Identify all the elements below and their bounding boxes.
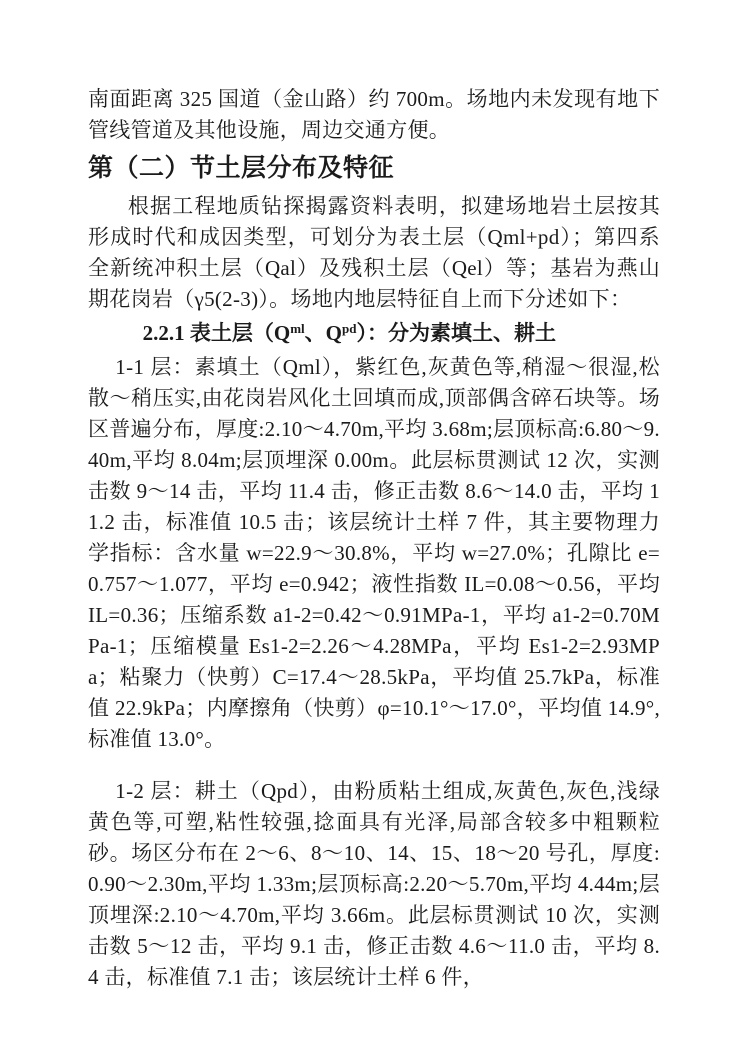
subsection-heading-prefix: 2.2.1 表土层（Q — [142, 321, 291, 345]
subsection-heading-suffix: ）：分为素填土、耕土 — [356, 321, 556, 345]
subsection-heading-superscript-ml: ml — [290, 321, 305, 336]
intro-paragraph: 南面距离 325 国道（金山路）约 700m。场地内未发现有地下管线管道及其他设施，周边交通方便。 — [88, 87, 660, 142]
layer-1-1-paragraph: 1-1 层：素填土（Qml），紫红色,灰黄色等,稍湿～很湿,松散～稍压实,由花岗岩风化土回填而成,顶部偶含碎石块等。场区普遍分布，厚度:2.10～4.70m,平均 3.68m;层顶标高:6.80～9.40m,平均 8.04m;层顶埋深 0.00m。此层标贯测试 12 次，实测击数 9～14 击，平均 11.4 击，修正击数 8.6～14.0 击，平均 11.2 击，标准值 10.5 击；该层统计土样 7 件，其主要物理力学指标：含水量 w=22.9～30.8%，平均 w=27.0%；孔隙比 e=0.757～1.077，平均 e=0.942；液性指数 IL=0.08～0.56，平均 IL=0.36；压缩系数 a1-2=0.42～0.91MPa-1，平均 a1-2=0.70MPa-1；压缩模量 Es1-2=2.26～4.28MPa，平均 Es1-2=2.93MPa；粘聚力（快剪）C=17.4～28.5kPa，平均值 25.7kPa，标准值 22.9kPa；内摩擦角（快剪）φ=10.1°～17.0°，平均值 14.9°,标准值 13.0°。 — [88, 355, 660, 751]
overview-paragraph: 根据工程地质钻探揭露资料表明，拟建场地岩土层按其形成时代和成因类型，可划分为表土层（Qml+pd）；第四系全新统冲积土层（Qal）及残积土层（Qel）等；基岩为燕山期花岗岩（γ5(2-3)）。场地内地层特征自上而下分述如下： — [88, 194, 660, 311]
subsection-heading-superscript-pd: pd — [341, 321, 357, 336]
layer-1-2-paragraph: 1-2 层：耕土（Qpd），由粉质粘土组成,灰黄色,灰色,浅绿黄色等,可塑,粘性较强,捻面具有光泽,局部含较多中粗颗粒砂。场区分布在 2～6、8～10、14、15、18～20 号孔，厚度:0.90～2.30m,平均 1.33m;层顶标高:2.20～5.70m,平均 4.44m;层顶埋深:2.10～4.70m,平均 3.66m。此层标贯测试 10 次，实测击数 5～12 击，平均 9.1 击，修正击数 4.6～11.0 击，平均 8.4 击，标准值 7.1 击；该层统计土样 6 件， — [88, 779, 660, 989]
subsection-heading-mid: 、Q — [304, 321, 342, 345]
subsection-heading — [88, 318, 660, 349]
section-heading: 第（二）节土层分布及特征 — [88, 155, 395, 182]
